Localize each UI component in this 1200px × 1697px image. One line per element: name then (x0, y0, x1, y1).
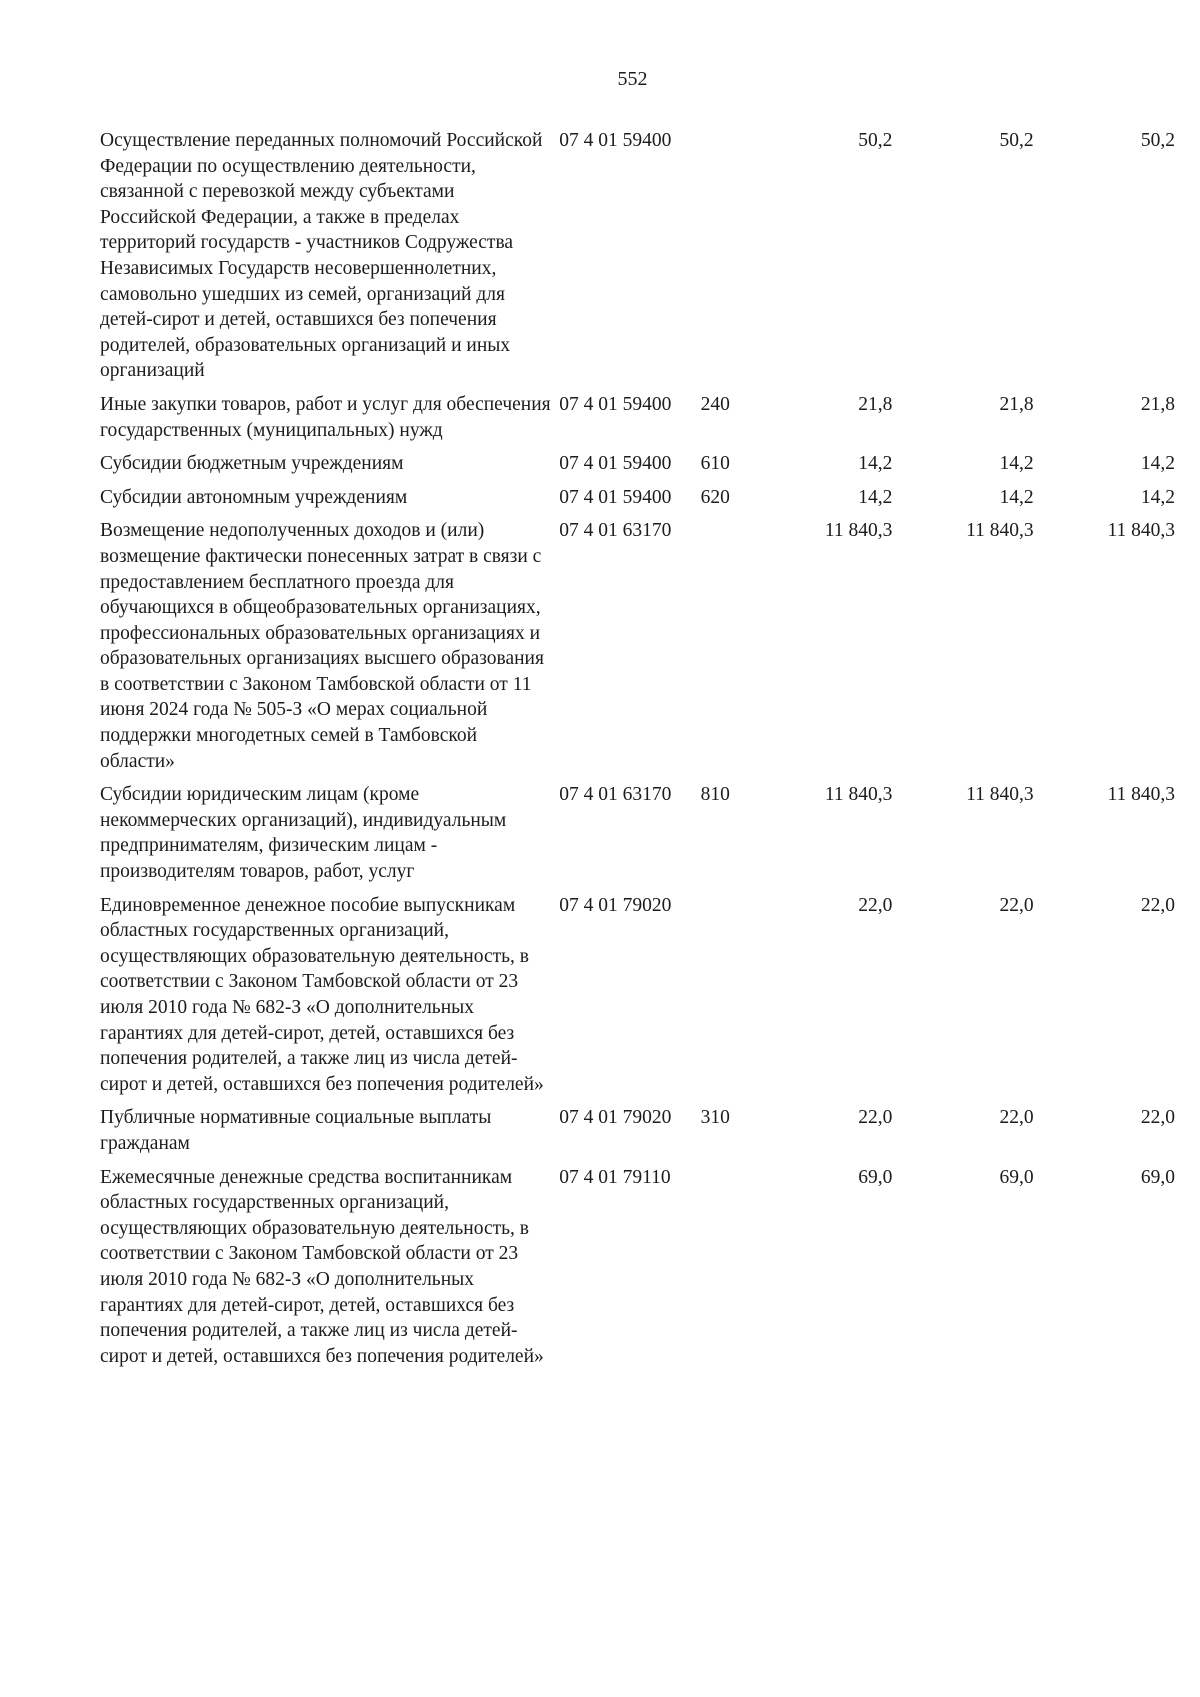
amount-year-3: 14,2 (1140, 486, 1175, 508)
amount-year-2: 22,0 (999, 1107, 1034, 1129)
target-article-code: 07 4 01 63170 (559, 520, 672, 542)
amount-year-1: 22,0 (858, 894, 893, 916)
row-name: Субсидии бюджетным учреждениям (100, 453, 404, 475)
target-article-code: 07 4 01 59400 (559, 130, 672, 151)
expense-type-code: 310 (700, 1107, 730, 1129)
amount-year-3: 50,2 (1140, 130, 1175, 151)
row-name: Единовременное денежное пособие выпускникам областных государственных организаций, осуществляющих образовательную деятельность, в соответствии с Законом Тамбовской области от 23 июля 2010 года № 682-З «О дополнительных гарантиях для детей-сирот, детей, оставшихся без попечения родителей, а также лиц из числа детей-сирот и детей, оставшихся без попечения родителей» (100, 894, 544, 1095)
expense-type-code (701, 518, 751, 782)
target-article-code: 07 4 01 59400 (559, 393, 672, 415)
amount-year-3: 21,8 (1140, 393, 1175, 415)
table-row (100, 893, 1175, 1106)
target-article-code: 07 4 01 63170 (559, 784, 672, 806)
amount-year-2: 11 840,3 (966, 784, 1034, 806)
table-row (100, 451, 1175, 485)
amount-year-1: 11 840,3 (824, 784, 893, 806)
amount-year-1: 11 840,3 (824, 520, 893, 542)
amount-year-3: 22,0 (1140, 894, 1175, 916)
table-row (100, 1165, 1175, 1378)
amount-year-3: 11 840,3 (1107, 784, 1175, 806)
amount-year-1: 14,2 (858, 453, 893, 475)
expense-type-code (701, 893, 751, 1106)
amount-year-2: 50,2 (999, 130, 1034, 151)
amount-year-1: 22,0 (858, 1107, 893, 1129)
amount-year-2: 14,2 (999, 486, 1034, 508)
row-name: Ежемесячные денежные средства воспитанникам областных государственных организаций, осуществляющих образовательную деятельность, в соответствии с Законом Тамбовской области от 23 июля 2010 года № 682-З «О дополнительных гарантиях для детей-сирот, детей, оставшихся без попечения родителей, а также лиц из числа детей-сирот и детей, оставшихся без попечения родителей» (100, 1166, 544, 1367)
expense-type-code: 810 (700, 784, 730, 806)
row-name: Осуществление переданных полномочий Российской Федерации по осуществлению деятельности, связанной с перевозкой между субъектами Российской Федерации, а также в пределах территорий государств - участников Содружества Независимых Государств несовершеннолетних, самовольно ушедших из семей, организаций для детей-сирот и детей, оставшихся без попечения родителей, образовательных организаций и иных организаций (100, 130, 543, 382)
row-name: Публичные нормативные социальные выплаты гражданам (100, 1107, 492, 1154)
expense-type-code: 610 (700, 453, 730, 475)
table-row (100, 782, 1175, 892)
amount-year-3: 11 840,3 (1107, 520, 1175, 542)
amount-year-2: 11 840,3 (966, 520, 1034, 542)
expense-type-code: 240 (700, 393, 730, 415)
table-body (100, 128, 1175, 1377)
row-name: Иные закупки товаров, работ и услуг для обеспечения государственных (муниципальных) нужд (100, 393, 551, 441)
amount-year-3: 69,0 (1140, 1166, 1175, 1188)
amount-year-3: 14,2 (1140, 453, 1175, 475)
target-article-code: 07 4 01 79020 (559, 894, 672, 916)
amount-year-2: 69,0 (999, 1166, 1034, 1188)
table-row (100, 485, 1175, 519)
table-row (100, 1105, 1175, 1164)
table-row (100, 128, 1175, 392)
amount-year-1: 14,2 (858, 486, 893, 508)
amount-year-2: 22,0 (999, 894, 1034, 916)
page-number: 552 (617, 68, 648, 90)
row-name: Возмещение недополученных доходов и (или) возмещение фактически понесенных затрат в связи с предоставлением бесплатного проезда для обучающихся в общеобразовательных организациях, профессиональных образовательных организациях и образовательных организациях высшего образования в соответствии с Законом Тамбовской области от 11 июня 2024 года № 505-З «О мерах социальной поддержки многодетных семей в Тамбовской области» (100, 520, 544, 772)
target-article-code: 07 4 01 59400 (559, 486, 672, 508)
expense-type-code (701, 1165, 751, 1378)
amount-year-3: 22,0 (1140, 1107, 1175, 1129)
expense-type-code: 620 (700, 486, 730, 508)
expense-type-code (701, 128, 751, 392)
table-row (100, 392, 1175, 451)
amount-year-2: 14,2 (999, 453, 1034, 475)
target-article-code: 07 4 01 59400 (559, 453, 672, 475)
row-name: Субсидии автономным учреждениям (100, 486, 408, 508)
target-article-code: 07 4 01 79110 (559, 1166, 671, 1188)
amount-year-1: 69,0 (858, 1166, 893, 1188)
target-article-code: 07 4 01 79020 (559, 1107, 672, 1129)
amount-year-2: 21,8 (999, 393, 1034, 415)
row-name: Субсидии юридическим лицам (кроме некоммерческих организаций), индивидуальным предпринимателям, физическим лицам - производителям товаров, работ, услуг (100, 784, 507, 883)
budget-table (100, 128, 1175, 1377)
amount-year-1: 21,8 (858, 393, 893, 415)
amount-year-1: 50,2 (858, 130, 893, 151)
table-row (100, 518, 1175, 782)
